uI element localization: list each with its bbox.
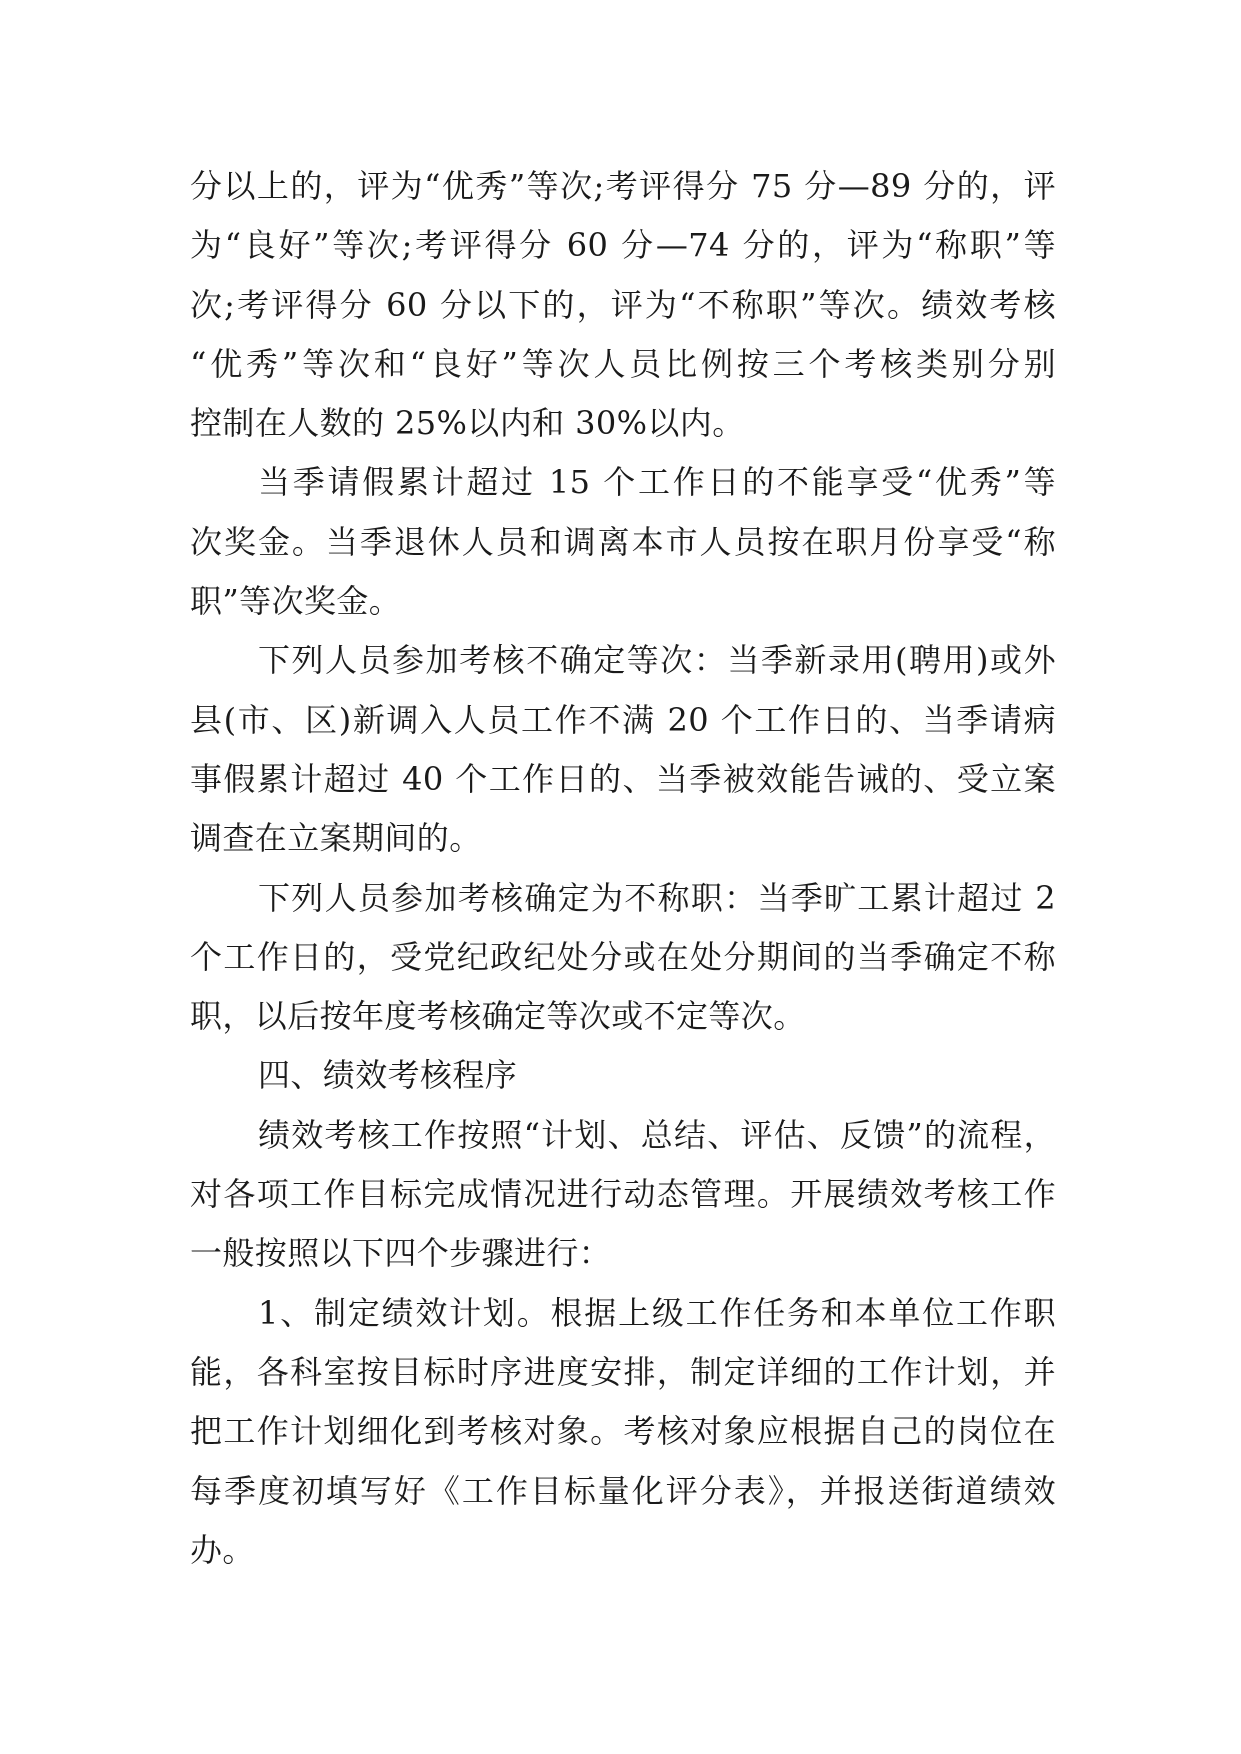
text-line: 调查在立案期间的。 — [190, 819, 482, 858]
text-line: 下列人员参加考核不确定等次：当季新录用(聘用)或外 — [258, 641, 1056, 680]
text-line: 当季请假累计超过 15 个工作日的不能享受“优秀”等 — [258, 463, 1056, 502]
text-line: 能，各科室按目标时序进度安排，制定详细的工作计划，并 — [190, 1352, 1056, 1391]
text-line: 次奖金。当季退休人员和调离本市人员按在职月份享受“称 — [190, 522, 1056, 561]
text-line: 个工作日的，受党纪政纪处分或在处分期间的当季确定不称 — [190, 937, 1056, 976]
text-line: 一般按照以下四个步骤进行： — [190, 1234, 612, 1273]
text-line: 事假累计超过 40 个工作日的、当季被效能告诫的、受立案 — [190, 759, 1056, 798]
text-line: 职”等次奖金。 — [190, 582, 402, 621]
text-line: 1、制定绩效计划。根据上级工作任务和本单位工作职 — [258, 1293, 1056, 1332]
text-line: 分以上的，评为“优秀”等次;考评得分 75 分—89 分的，评 — [190, 167, 1056, 205]
text-line: 每季度初填写好《工作目标量化评分表》，并报送街道绩效 — [190, 1471, 1056, 1510]
text-line: 控制在人数的 25%以内和 30%以内。 — [190, 404, 745, 443]
text-line: 下列人员参加考核确定为不称职：当季旷工累计超过 2 — [258, 878, 1056, 917]
text-line: 办。 — [190, 1530, 255, 1569]
text-line: 为“良好”等次;考评得分 60 分—74 分的，评为“称职”等 — [190, 226, 1056, 265]
text-line: “优秀”等次和“良好”等次人员比例按三个考核类别分别 — [190, 344, 1056, 383]
text-line: 县(市、区)新调入人员工作不满 20 个工作日的、当季请病 — [190, 700, 1056, 739]
section-heading: 四、绩效考核程序 — [258, 1056, 518, 1095]
text-line: 次;考评得分 60 分以下的，评为“不称职”等次。绩效考核 — [190, 285, 1056, 324]
text-line: 绩效考核工作按照“计划、总结、评估、反馈”的流程， — [258, 1115, 1056, 1154]
body-text — [190, 157, 1056, 1580]
text-line: 职，以后按年度考核确定等次或不定等次。 — [190, 997, 806, 1036]
text-line: 把工作计划细化到考核对象。考核对象应根据自己的岗位在 — [190, 1412, 1056, 1451]
text-line: 对各项工作目标完成情况进行动态管理。开展绩效考核工作 — [190, 1175, 1056, 1214]
